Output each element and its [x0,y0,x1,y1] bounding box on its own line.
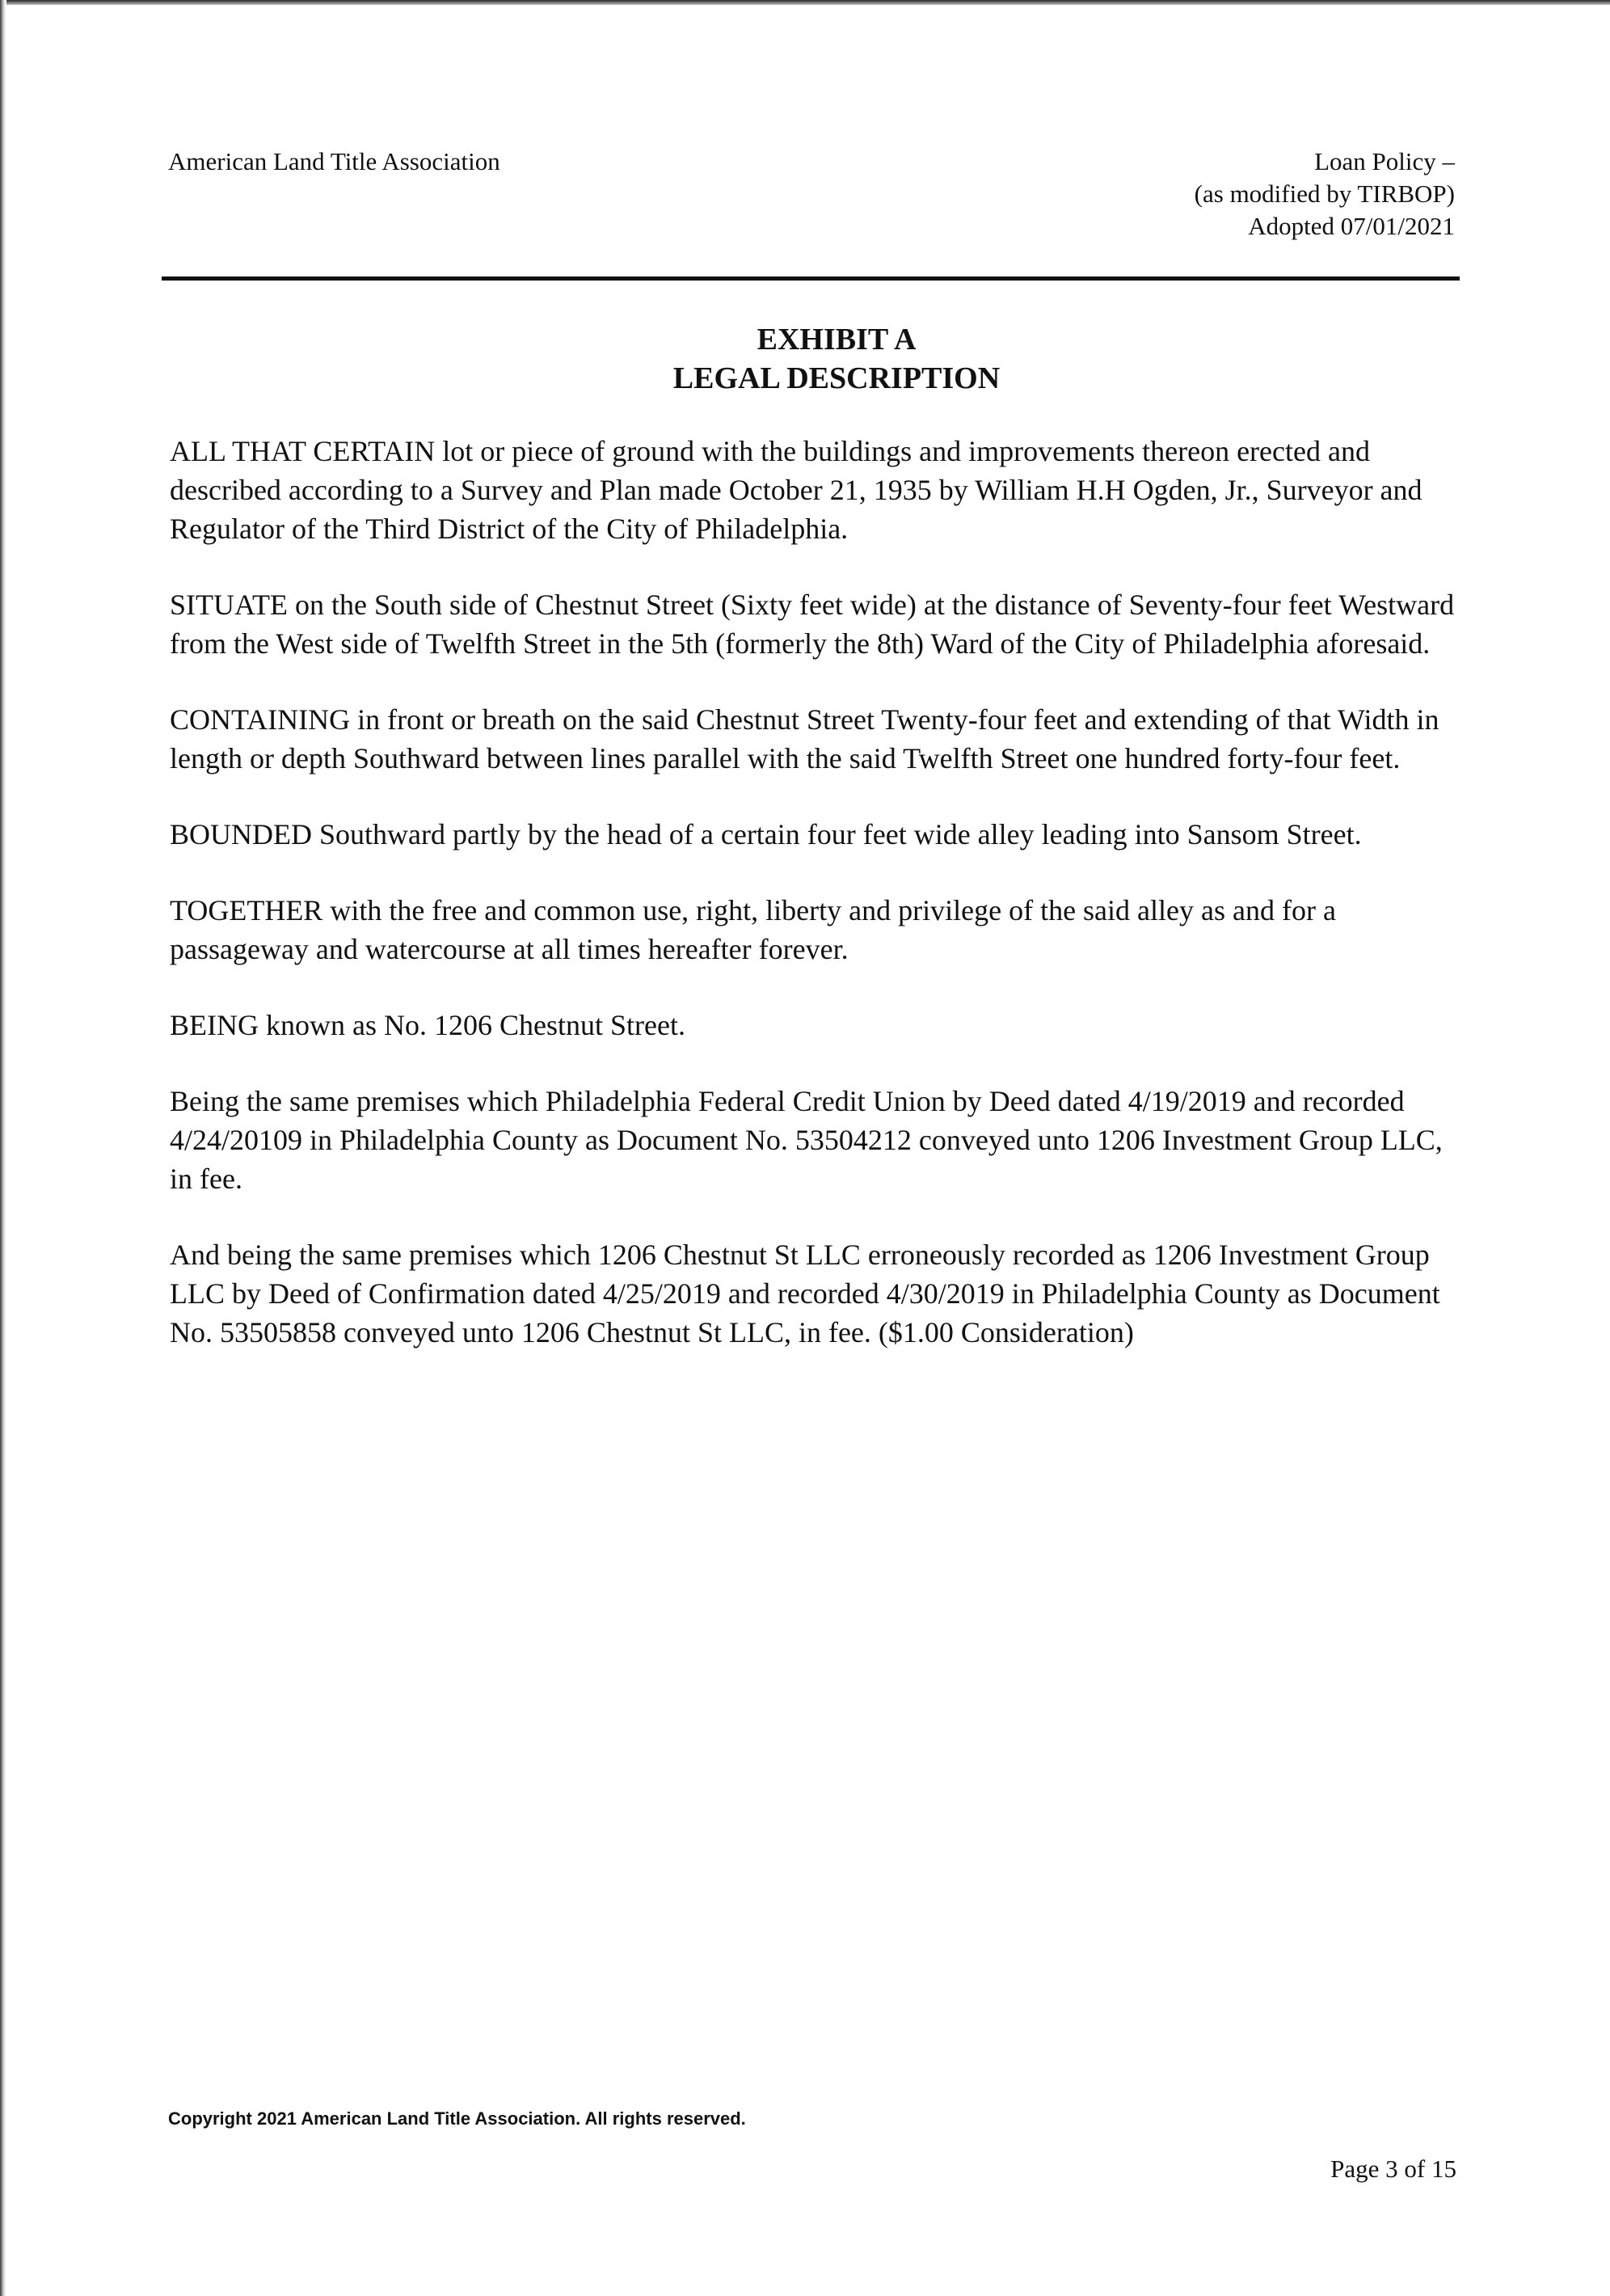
header-policy-line: Loan Policy – [1314,147,1455,175]
paragraph-same-premises: Being the same premises which Philadelphia Federal Credit Union by Deed dated 4/19/2019 and recorded 4/24/20109 in Philadelphia County as Document No. 53504212 conveyed unto 1206 Investment Group LLC, in fee. [170,1085,1443,1195]
legal-description-body [170,432,1463,1389]
header-policy-adopted-line: Adopted 07/01/2021 [1248,212,1455,240]
paragraph-bounded: BOUNDED Southward partly by the head of a certain four feet wide alley leading into Sansom Street. [170,818,1362,850]
copyright-notice: Copyright 2021 American Land Title Association. All rights reserved. [168,2108,746,2129]
header-association-text: American Land Title Association [168,147,500,175]
header-association [168,146,500,178]
paragraph-containing: CONTAINING in front or breath on the said Chestnut Street Twenty-four feet and extending of that Width in length or depth Southward between lines parallel with the said Twelfth Street one hundred forty-four feet. [170,703,1439,774]
paragraph-situate: SITUATE on the South side of Chestnut Street (Sixty feet wide) at the distance of Seventy-four feet Westward from the West side of Twelfth Street in the 5th (formerly the 8th) Ward of the City of Philadelphia aforesaid. [170,589,1455,660]
paragraph-being-known: BEING known as No. 1206 Chestnut Street. [170,1009,685,1041]
page-number: Page 3 of 15 [1330,2155,1456,2183]
exhibit-heading: EXHIBIT A [757,323,917,357]
paragraph-confirmation-deed: And being the same premises which 1206 Chestnut St LLC erroneously recorded as 1206 Investment Group LLC by Deed of Confirmation dated 4/25/2019 and recorded 4/30/2019 in Philadelphia County as Document No. 53505858 conveyed unto 1206 Chestnut St LLC, in fee. ($1.00 Consideration) [170,1239,1440,1348]
legal-description-heading: LEGAL DESCRIPTION [672,361,1001,395]
scan-edge-top [0,0,1610,5]
exhibit-title [0,320,1610,398]
header-divider [162,276,1460,281]
header-policy-modified-line: (as modified by TIRBOP) [1194,179,1455,208]
header-policy-info [1195,146,1455,243]
paragraph-together: TOGETHER with the free and common use, right, liberty and privilege of the said alley as and for a passageway and watercourse at all times hereafter forever. [170,894,1336,965]
paragraph-all-that-certain: ALL THAT CERTAIN lot or piece of ground with the buildings and improvements thereon erected and described according to a Survey and Plan made October 21, 1935 by William H.H Ogden, Jr., Surveyor and Regulator of the Third District of the City of Philadelphia. [170,435,1422,545]
